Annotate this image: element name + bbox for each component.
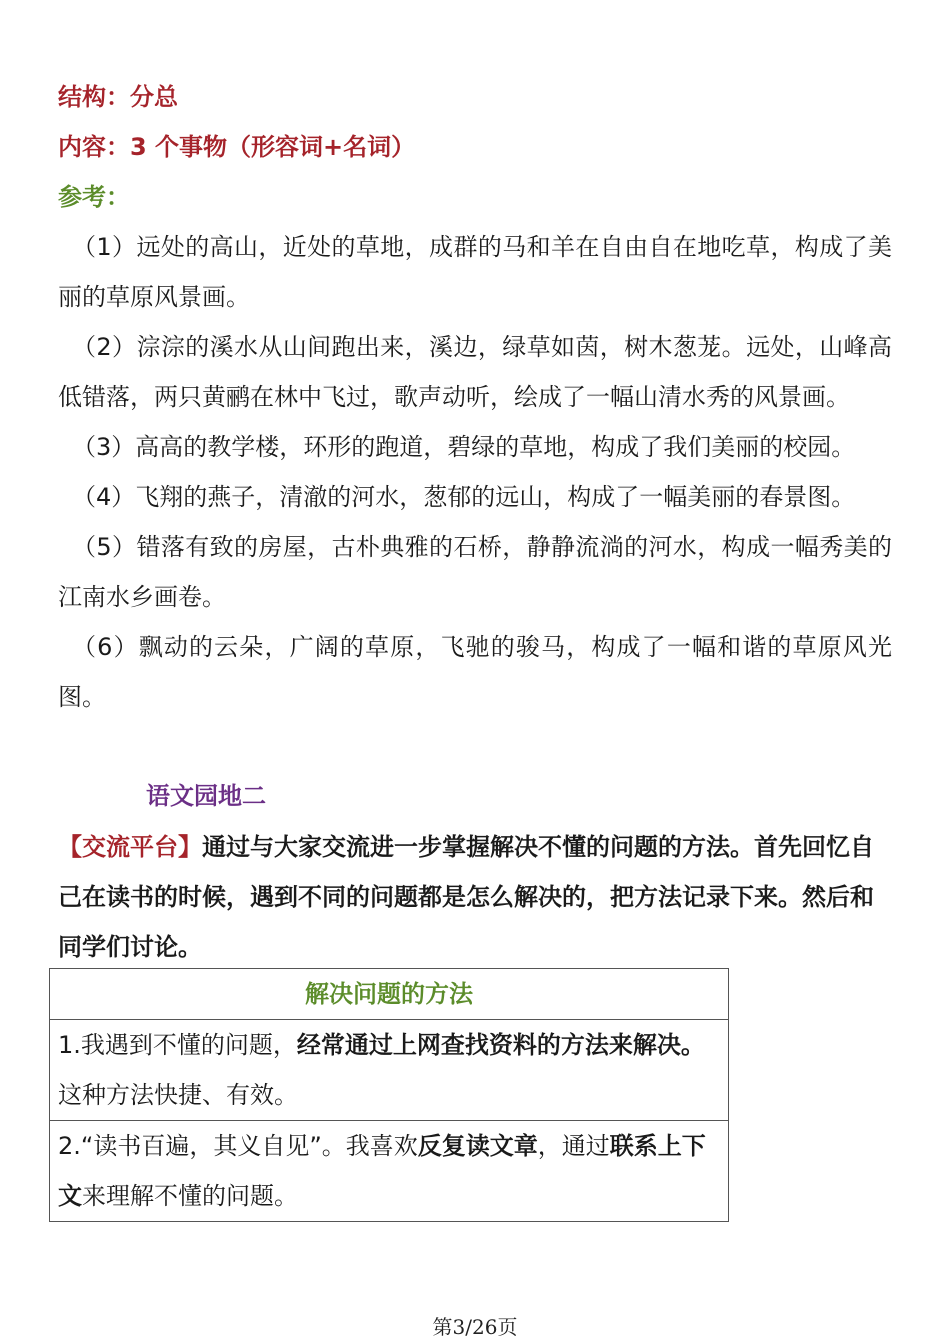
example-text: 高高的教学楼，环形的跑道，碧绿的草地，构成了我们美丽的校园。	[135, 433, 856, 461]
example-number: （5）	[72, 533, 137, 561]
reference-label: 参考：	[58, 183, 130, 211]
row2-text-e: 来理解不懂的问题。	[82, 1182, 298, 1210]
example-number: （3）	[72, 433, 136, 461]
content-line	[58, 132, 415, 162]
row2-text-c: ，通过	[537, 1132, 610, 1160]
example-1	[58, 222, 892, 322]
example-number: （2）	[72, 333, 137, 361]
example-text: 淙淙的溪水从山间跑出来，溪边，绿草如茵，树木葱茏。远处，山峰高低错落，两只黄鹂在林中飞过，歌声动听，绘成了一幅山清水秀的风景画。	[58, 333, 892, 411]
example-2	[58, 322, 892, 422]
example-number: （4）	[72, 483, 136, 511]
methods-table	[49, 968, 729, 1222]
methods-table-row-1	[50, 1020, 729, 1121]
example-number: （1）	[72, 233, 137, 261]
row1-text-b: 经常通过上网查找资料的方法来解决。	[296, 1031, 705, 1059]
exchange-tag: 【交流平台】	[58, 833, 202, 861]
row1-text-c: 这种方法快捷、有效。	[58, 1081, 298, 1109]
content-label: 内容：	[58, 133, 130, 161]
exchange-paragraph	[58, 822, 892, 972]
methods-table-header: 解决问题的方法	[50, 969, 729, 1020]
example-text: 飞翔的燕子，清澈的河水，葱郁的远山，构成了一幅美丽的春景图。	[135, 483, 856, 511]
example-text: 错落有致的房屋，古朴典雅的石桥，静静流淌的河水，构成一幅秀美的江南水乡画卷。	[58, 533, 892, 611]
row2-text-b: 反复读文章	[417, 1132, 538, 1160]
example-3	[58, 422, 892, 472]
example-6	[58, 622, 892, 722]
content-value: 3 个事物（形容词+名词）	[130, 133, 416, 161]
row2-text-a: 2.“读书百遍，其义自见”。我喜欢	[58, 1132, 418, 1160]
section-title: 语文园地二	[146, 782, 266, 810]
row2-text-d: 联系上下文	[58, 1132, 706, 1210]
methods-table-row-2	[50, 1121, 729, 1222]
reference-line	[58, 182, 130, 212]
structure-value: 分总	[130, 83, 178, 111]
example-text: 飘动的云朵，广阔的草原，飞驰的骏马，构成了一幅和谐的草原风光图。	[58, 633, 892, 711]
example-number: （6）	[72, 633, 139, 661]
structure-line	[58, 82, 178, 112]
example-4	[58, 472, 892, 522]
page-number: 第3/26页	[432, 1315, 518, 1339]
exchange-text: 通过与大家交流进一步掌握解决不懂的问题的方法。首先回忆自己在读书的时候，遇到不同的问题都是怎么解决的，把方法记录下来。然后和同学们讨论。	[58, 833, 874, 961]
example-5	[58, 522, 892, 622]
row1-text-a: 1.我遇到不懂的问题，	[58, 1031, 297, 1059]
example-text: 远处的高山，近处的草地，成群的马和羊在自由自在地吃草，构成了美丽的草原风景画。	[58, 233, 892, 311]
structure-label: 结构：	[58, 83, 130, 111]
